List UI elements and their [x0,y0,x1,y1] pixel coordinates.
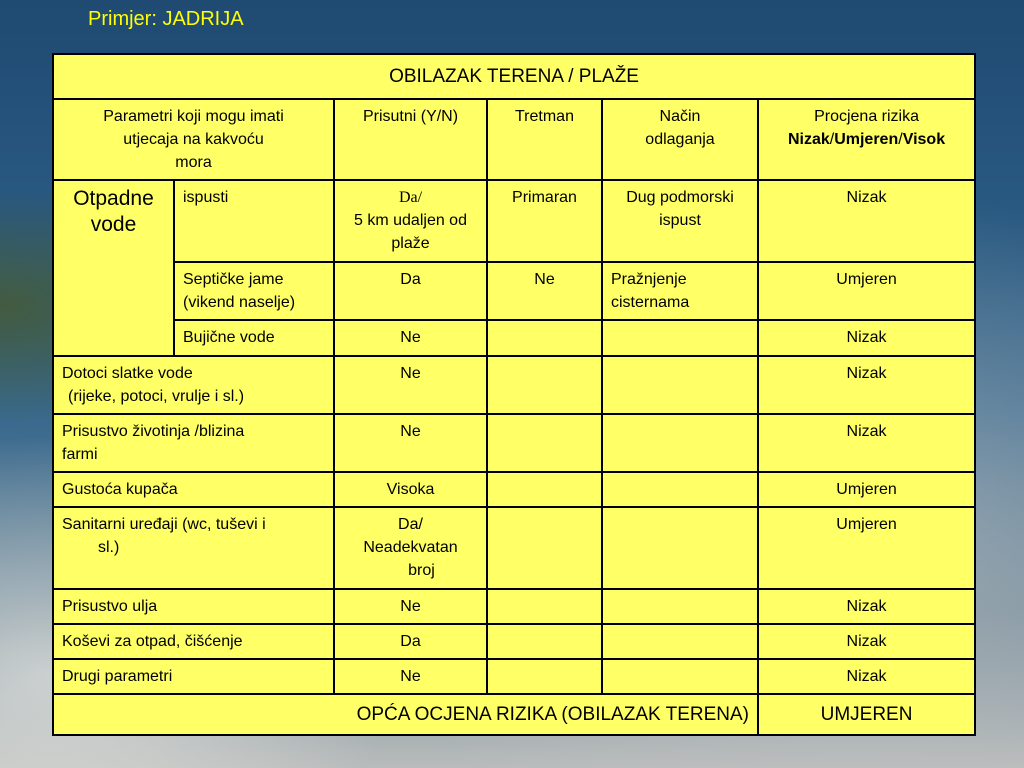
table-row [53,472,975,507]
param-line1: Prisustvo životinja /blizina [62,423,245,440]
param-cell: Prisustvo ulja [53,589,334,624]
disposal-cell [602,320,758,356]
param-cell: Drugi parametri [53,659,334,694]
header-nacin-line2: odlaganja [645,131,715,148]
present-cell: Ne [334,320,487,356]
group-line1: Otpadne [73,187,154,210]
param-cell [53,414,334,472]
table-title-row [53,54,975,99]
disposal-cell [602,356,758,414]
param-cell [53,507,334,589]
header-parametri-line2: utjecaja na kakvoću [123,131,264,148]
header-procjena [758,99,975,180]
table-row [53,589,975,624]
present-line3: broj [408,562,435,579]
present-detail: 5 km udaljen od plaže [354,212,467,252]
header-parametri [53,99,334,180]
treatment-cell [487,356,602,414]
risk-cell: Nizak [758,180,975,262]
table-row [53,624,975,659]
treatment-cell [487,472,602,507]
param-line1: Dotoci slatke vode [62,365,193,382]
header-prisutni: Prisutni (Y/N) [334,99,487,180]
header-tretman: Tretman [487,99,602,180]
treatment-cell [487,414,602,472]
present-cell: Visoka [334,472,487,507]
present-line2: Neadekvatan [363,539,458,556]
risk-assessment-table [52,53,976,736]
treatment-cell [487,507,602,589]
group-line2: vode [90,213,137,236]
footer-row [53,694,975,735]
header-parametri-line3: mora [175,154,212,171]
slide-title: Primjer: JADRIJA [88,8,244,30]
risk-cell: Umjeren [758,472,975,507]
param-line2: farmi [62,446,98,463]
header-nacin [602,99,758,180]
disposal-cell [602,472,758,507]
header-slash-1: / [829,131,835,148]
treatment-cell [487,659,602,694]
param-cell [53,356,334,414]
header-parametri-line1: Parametri koji mogu imati [103,108,284,125]
treatment-cell [487,624,602,659]
disposal-cell [602,507,758,589]
present-cell [334,507,487,589]
table-row [53,320,975,356]
param-cell: Gustoća kupača [53,472,334,507]
present-cell: Da [334,262,487,320]
risk-cell: Nizak [758,356,975,414]
present-cell: Ne [334,356,487,414]
disposal-cell: Dug podmorski ispust [602,180,758,262]
treatment-cell [487,589,602,624]
overall-risk-label: OPĆA OCJENA RIZIKA (OBILAZAK TERENA) [53,694,758,735]
table-row [53,180,975,262]
param-cell: ispusti [174,180,334,262]
risk-cell: Nizak [758,659,975,694]
param-cell: Koševi za otpad, čišćenje [53,624,334,659]
header-procjena-visok: Visok [902,131,946,148]
present-cell: Ne [334,659,487,694]
present-cell: Da [334,624,487,659]
treatment-cell [487,320,602,356]
risk-cell: Nizak [758,589,975,624]
table-row [53,262,975,320]
disposal-cell: Pražnjenje cisternama [602,262,758,320]
disposal-cell [602,414,758,472]
present-cell: Ne [334,589,487,624]
present-line1: Da/ [398,516,423,533]
risk-cell: Nizak [758,414,975,472]
header-slash-2: / [898,131,903,148]
header-row [53,99,975,180]
param-cell: Septičke jame (vikend naselje) [174,262,334,320]
group-otpadne-vode [53,180,174,356]
param-line2: sl.) [98,539,120,556]
treatment-cell: Primaran [487,180,602,262]
table-row [53,414,975,472]
header-procjena-umjeren: Umjeren [834,131,899,148]
disposal-cell [602,624,758,659]
table-title: OBILAZAK TERENA / PLAŽE [53,54,975,99]
header-procjena-nizak: Nizak [787,131,830,148]
treatment-cell: Ne [487,262,602,320]
present-cell [334,180,487,262]
present-da: Da/ [398,189,423,206]
table-row [53,507,975,589]
param-line1: Sanitarni uređaji (wc, tuševi i [62,516,266,533]
param-cell: Bujične vode [174,320,334,356]
risk-cell: Umjeren [758,262,975,320]
risk-cell: Nizak [758,624,975,659]
param-line2: (rijeke, potoci, vrulje i sl.) [68,388,245,405]
risk-cell: Nizak [758,320,975,356]
overall-risk-value: UMJEREN [758,694,975,735]
present-cell: Ne [334,414,487,472]
risk-cell: Umjeren [758,507,975,589]
table-row [53,659,975,694]
header-procjena-line1: Procjena rizika [814,108,919,125]
header-nacin-line1: Način [659,108,701,125]
disposal-cell [602,589,758,624]
table-row [53,356,975,414]
disposal-cell [602,659,758,694]
